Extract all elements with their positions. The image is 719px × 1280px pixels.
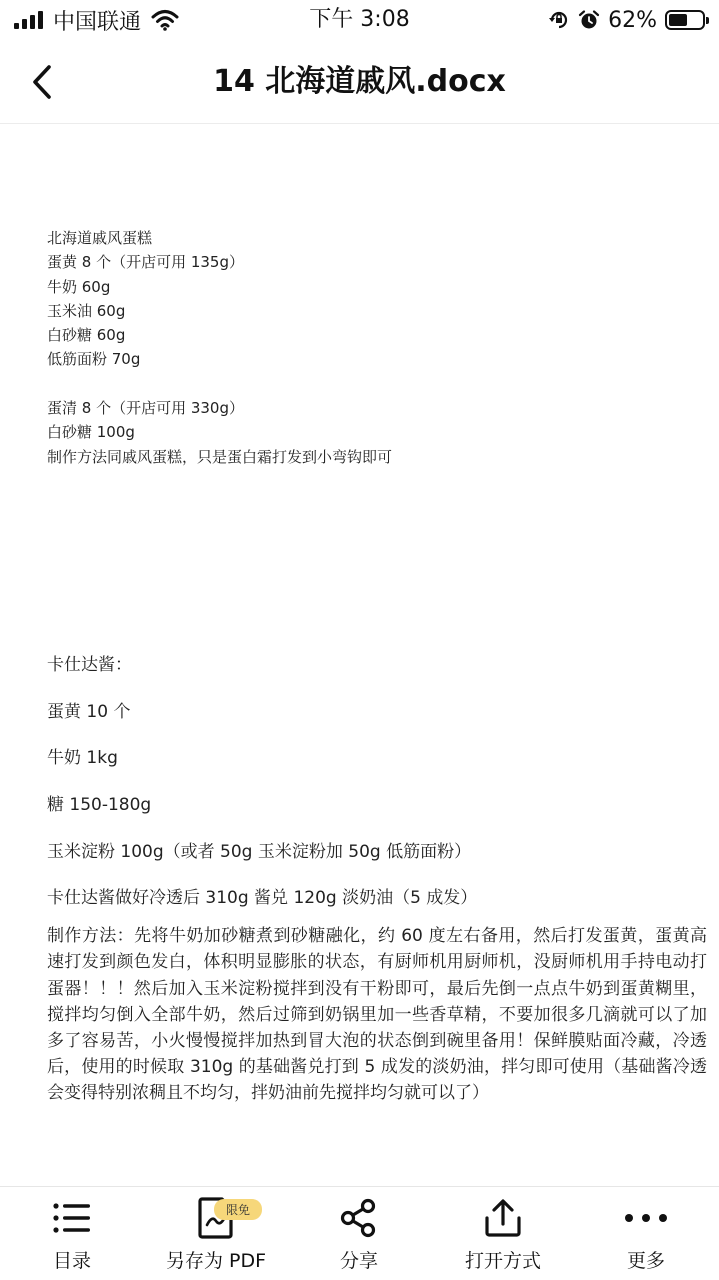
- document-title: 14 北海道戚风.docx: [213, 64, 506, 99]
- nav-bar: [0, 40, 719, 124]
- document-viewer[interactable]: [0, 125, 719, 1185]
- blank-line: [47, 372, 687, 396]
- alarm-icon: [578, 9, 600, 31]
- recipe-title: 北海道戚风蛋糕: [47, 229, 153, 247]
- custard-method: 制作方法：先将牛奶加砂糖煮到砂糖融化，约 60 度左右备用，然后打发蛋黄，蛋黄高速打发到颜色发白，体积明显膨胀的状态，有厨师机用厨师机，没厨师机用手持电动打蛋器！！！然后加入玉米淀粉搅拌到没有干粉即可，最后先倒一点点牛奶到蛋黄糊里，搅拌均匀倒入全部牛奶，然后过筛到奶锅里加一些香草精，不要加很多几滴就可以了加多了容易苦，小火慢慢搅拌加热到冒大泡的状态倒到碗里备用！保鲜膜贴面冷藏，冷透后，使用的时候取 310g 的基础酱兑打到 5 成发的淡奶油，拌匀即可使用（基础酱冷透会变得特别浓稠且不均匀，拌奶油前先搅拌均匀就可以了）: [47, 926, 707, 1104]
- open-with-icon: [483, 1198, 523, 1238]
- custard-line: 玉米淀粉 100g（或者 50g 玉米淀粉加 50g 低筋面粉）: [47, 841, 472, 862]
- custard-section: [47, 642, 707, 1107]
- toolbar-save-pdf-button[interactable]: [160, 1187, 272, 1280]
- custard-line: 蛋黄 10 个: [47, 701, 131, 722]
- status-bar: [0, 0, 719, 40]
- status-right: [548, 6, 705, 34]
- custard-line: 卡仕达酱做好冷透后 310g 酱兑 120g 淡奶油（5 成发）: [47, 888, 478, 909]
- custard-line: 糖 150-180g: [47, 795, 152, 816]
- chevron-left-icon: [30, 64, 54, 100]
- ingredient-line: 牛奶 60g: [47, 277, 111, 296]
- ingredient-line: 白砂糖 60g: [47, 326, 126, 345]
- custard-heading: 卡仕达酱：: [47, 655, 132, 675]
- free-badge: 限免: [214, 1199, 262, 1220]
- ingredient-line: 蛋清 8 个（开店可用 330g）: [47, 399, 245, 418]
- battery-level: [669, 14, 687, 26]
- toolbar-label: 目录: [52, 1250, 91, 1272]
- carrier-name: 中国联通: [53, 9, 142, 35]
- toolbar-label: 打开方式: [464, 1250, 541, 1272]
- recipe-section: [47, 226, 687, 469]
- toolbar-label: 分享: [339, 1250, 378, 1272]
- toolbar-label: 更多: [626, 1250, 665, 1272]
- custard-line: 牛奶 1kg: [47, 748, 118, 769]
- toolbar-share-button[interactable]: [330, 1187, 388, 1280]
- battery-percent: 62%: [608, 7, 657, 33]
- share-icon: [339, 1198, 379, 1238]
- ingredient-line: 白砂糖 100g: [47, 423, 135, 442]
- toolbar-more-button[interactable]: [614, 1187, 678, 1280]
- list-icon: [52, 1200, 92, 1236]
- toolbar-contents-button[interactable]: [36, 1187, 108, 1280]
- more-icon: [624, 1213, 668, 1223]
- rotation-lock-icon: [548, 9, 570, 31]
- bottom-toolbar: [0, 1186, 719, 1280]
- ingredient-line: 玉米油 60g: [47, 301, 126, 320]
- toolbar-open-with-button[interactable]: [456, 1187, 550, 1280]
- status-time: 下午 3:08: [309, 7, 410, 32]
- ingredient-line: 蛋黄 8 个（开店可用 135g）: [47, 253, 245, 272]
- method-line: 制作方法同戚风蛋糕，只是蛋白霜打发到小弯钩即可: [47, 447, 393, 466]
- battery-icon: [665, 10, 705, 30]
- back-button[interactable]: [22, 60, 62, 104]
- toolbar-label: 另存为 PDF: [165, 1250, 267, 1272]
- ingredient-line: 低筋面粉 70g: [47, 350, 141, 369]
